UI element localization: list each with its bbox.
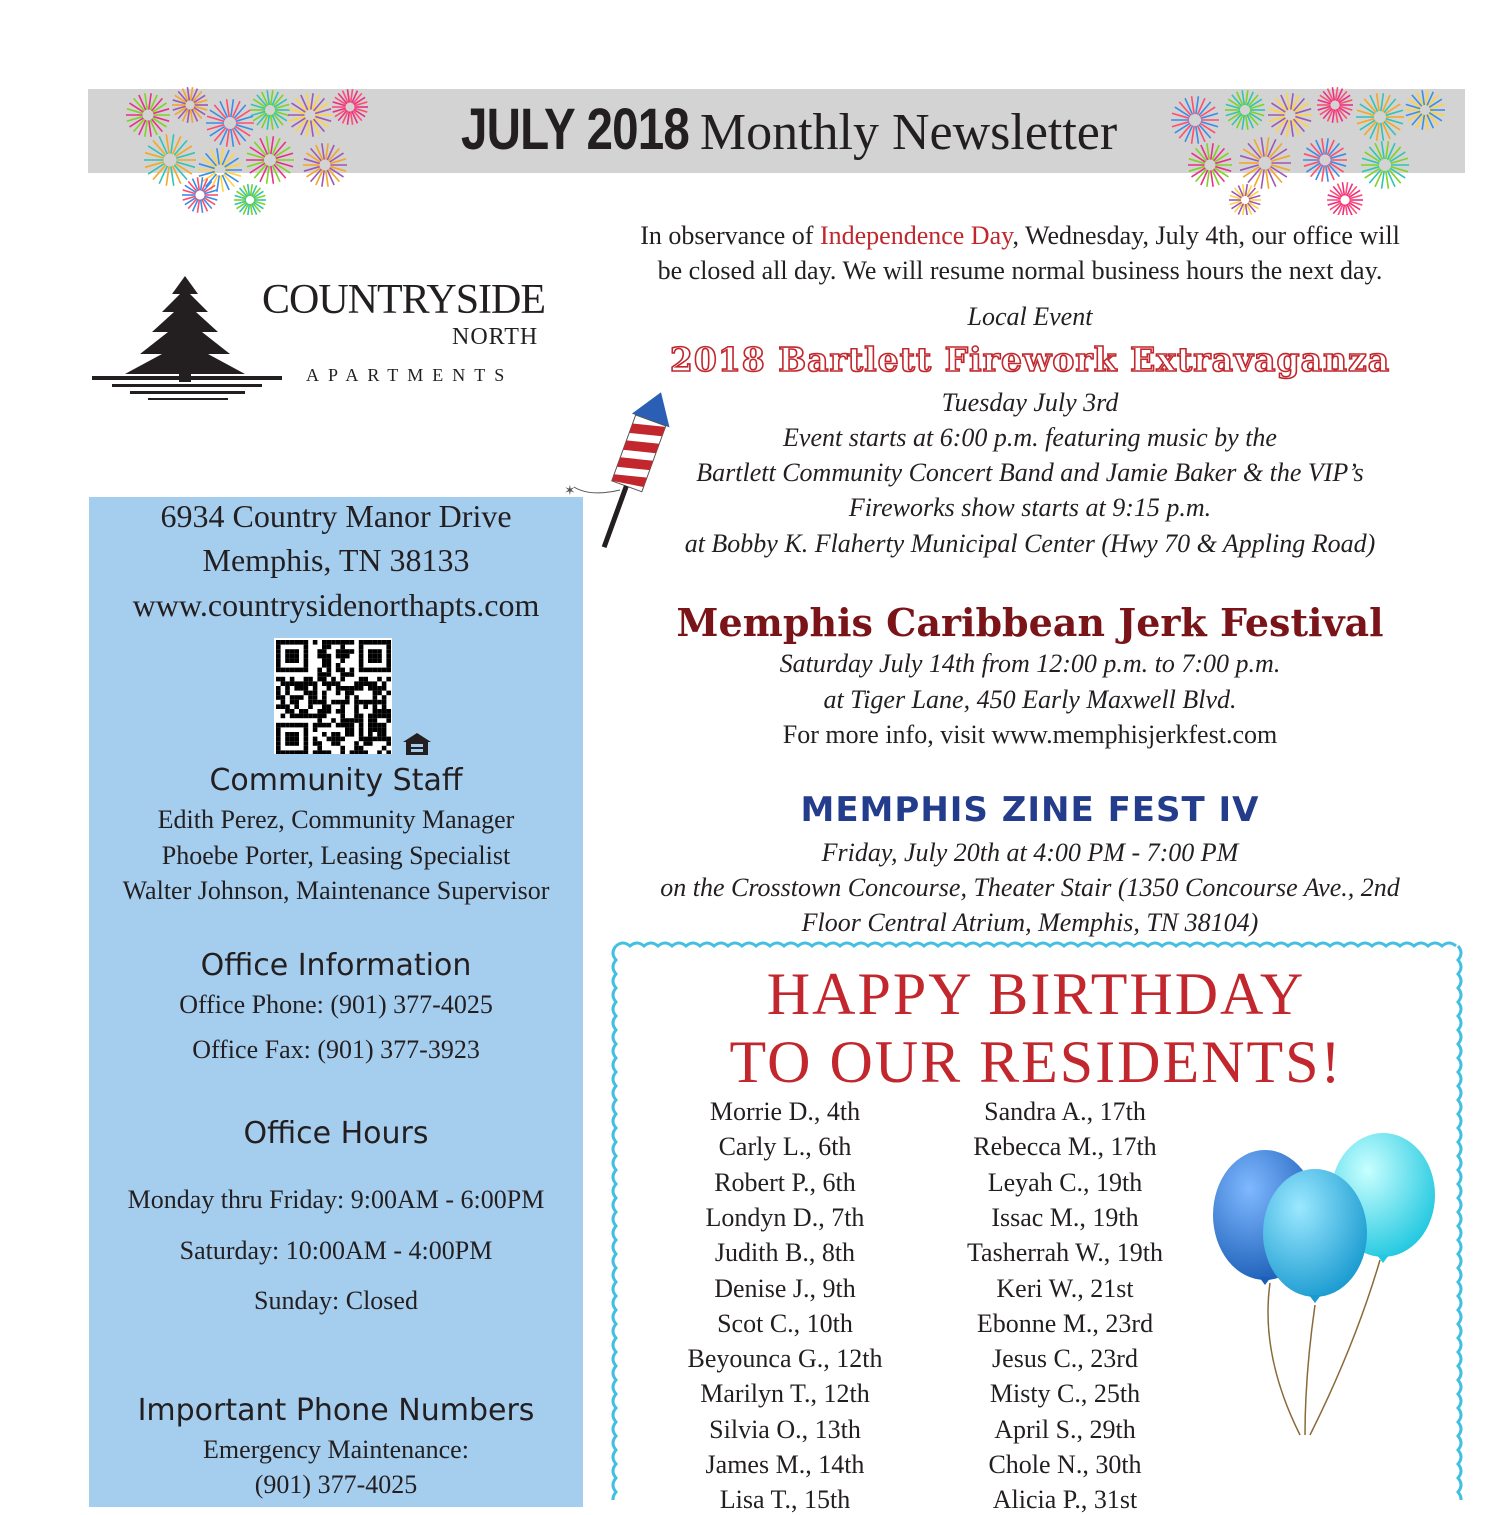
local-event-label: Local Event	[967, 302, 1093, 331]
bartlett-line: Bartlett Community Concert Band and Jamie Baker & the VIP’s	[696, 458, 1364, 487]
zine-line: Friday, July 20th at 4:00 PM - 7:00 PM	[821, 838, 1239, 867]
birthday-entry: James M., 14th	[705, 1450, 865, 1479]
birthday-entry: Jesus C., 23rd	[992, 1344, 1138, 1374]
birthday-entry: Keri W., 21st	[996, 1273, 1134, 1303]
jerk-line: at Tiger Lane, 450 Early Maxwell Blvd.	[823, 685, 1237, 714]
intro-suffix: , Wednesday, July 4th, our office will	[1012, 221, 1400, 250]
rocket-icon	[560, 385, 675, 550]
equal-housing-icon	[402, 732, 432, 756]
newsletter-title	[88, 96, 1465, 176]
birthday-entry: Denise J., 9th	[714, 1273, 856, 1303]
hours-line: Saturday: 10:00AM - 4:00PM	[179, 1236, 493, 1265]
staff-member: Phoebe Porter, Leasing Specialist	[161, 841, 511, 870]
jerk-info-link[interactable]: For more info, visit www.memphisjerkfest.com	[782, 720, 1278, 749]
birthday-entry: Misty C., 25th	[989, 1379, 1141, 1409]
svg-text:✶: ✶	[564, 484, 576, 499]
staff-member: Edith Perez, Community Manager	[157, 805, 515, 834]
staff-heading: Community Staff	[209, 763, 463, 798]
birthday-entry: Judith B., 8th	[714, 1238, 856, 1268]
pine-tree-logo-icon	[90, 272, 285, 404]
hours-line: Monday thru Friday: 9:00AM - 6:00PM	[127, 1185, 545, 1214]
bartlett-event-title: 2018 Bartlett Firework Extravaganza	[669, 340, 1391, 379]
bartlett-line: Tuesday July 3rd	[941, 388, 1119, 417]
birthday-entry: Londyn D., 7th	[705, 1202, 865, 1232]
birthday-entry: Tasherrah W., 19th	[966, 1238, 1164, 1268]
bartlett-line: at Bobby K. Flaherty Municipal Center (Hwy 70 & Appling Road)	[684, 529, 1376, 558]
office-hours-heading: Office Hours	[243, 1116, 429, 1151]
birthday-entry: Sandra A., 17th	[984, 1097, 1146, 1126]
emergency-label: Emergency Maintenance:	[203, 1435, 469, 1464]
logo-apartments: APARTMENTS	[306, 365, 514, 385]
birthday-entry: Scot C., 10th	[717, 1308, 853, 1338]
birthday-heading: HAPPY BIRTHDAY	[766, 961, 1306, 1027]
intro-line1	[580, 221, 1460, 251]
intro-highlight: Independence Day	[819, 221, 1013, 250]
bartlett-line: Fireworks show starts at 9:15 p.m.	[848, 493, 1212, 522]
office-fax: Office Fax: (901) 377-3923	[192, 1035, 480, 1064]
zine-line: on the Crosstown Concourse, Theater Stair (1350 Concourse Ave., 2nd	[660, 873, 1400, 902]
birthday-entry: April S., 29th	[994, 1414, 1136, 1444]
hours-line: Sunday: Closed	[254, 1286, 418, 1315]
intro-prefix: In observance of	[640, 221, 820, 250]
jerk-festival-title: Memphis Caribbean Jerk Festival	[676, 600, 1384, 645]
jerk-line: Saturday July 14th from 12:00 p.m. to 7:00 p.m.	[779, 649, 1281, 678]
zine-line: Floor Central Atrium, Memphis, TN 38104)	[801, 908, 1259, 937]
birthday-entry: Beyounca G., 12th	[687, 1344, 883, 1374]
birthday-entry: Chole N., 30th	[988, 1450, 1142, 1479]
office-phone: Office Phone: (901) 377-4025	[179, 990, 493, 1019]
emergency-number: (901) 377-4025	[254, 1470, 418, 1499]
staff-member: Walter Johnson, Maintenance Supervisor	[122, 876, 550, 905]
birthday-entry: Lisa T., 15th	[719, 1485, 851, 1515]
logo-sub: NORTH	[452, 324, 539, 350]
birthday-entry: Robert P., 6th	[714, 1167, 856, 1197]
newsletter-month: JULY 2018	[460, 97, 689, 162]
address-line2: Memphis, TN 38133	[202, 542, 470, 578]
birthday-entry: Rebecca M., 17th	[973, 1132, 1157, 1162]
website-link[interactable]: www.countrysidenorthapts.com	[132, 587, 540, 623]
birthday-entry: Carly L., 6th	[718, 1132, 852, 1162]
zine-fest-title: MEMPHIS ZINE FEST IV	[800, 790, 1260, 830]
intro-line2: be closed all day. We will resume normal business hours the next day.	[657, 256, 1383, 285]
qr-code-icon[interactable]	[274, 638, 392, 754]
birthday-entry: Leyah C., 19th	[987, 1167, 1143, 1197]
birthday-entry: Alicia P., 31st	[992, 1485, 1138, 1515]
newsletter-subtitle: Monthly Newsletter	[699, 104, 1118, 161]
birthday-entry: Marilyn T., 12th	[700, 1379, 870, 1409]
birthday-entry: Morrie D., 4th	[709, 1097, 861, 1126]
birthday-entry: Silvia O., 13th	[709, 1414, 861, 1444]
address-line1: 6934 Country Manor Drive	[160, 498, 512, 534]
office-info-heading: Office Information	[200, 948, 472, 983]
birthday-entry: Issac M., 19th	[991, 1202, 1139, 1232]
balloons-icon	[1205, 1115, 1445, 1445]
phones-heading: Important Phone Numbers	[137, 1393, 535, 1428]
birthday-heading-line2: TO OUR RESIDENTS!	[729, 1029, 1343, 1095]
bartlett-line: Event starts at 6:00 p.m. featuring music by the	[783, 423, 1277, 452]
birthday-entry: Ebonne M., 23rd	[976, 1308, 1154, 1338]
logo-name: COUNTRYSIDE	[262, 277, 546, 323]
